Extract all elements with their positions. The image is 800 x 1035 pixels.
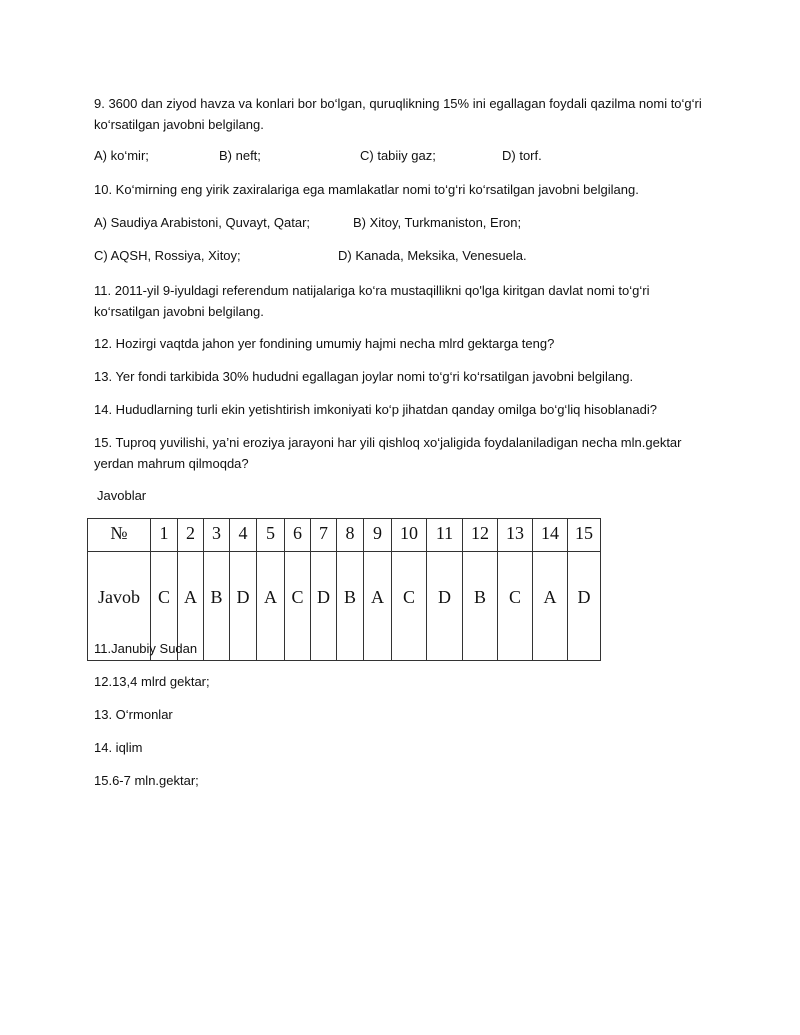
- answer-number-2: 2: [178, 519, 204, 552]
- answer-number-7: 7: [311, 519, 337, 552]
- answer-cell-8: B: [337, 552, 364, 661]
- open-answer-11: 11.Janubiy Sudan: [94, 641, 198, 656]
- open-answer-15: 15.6-7 mln.gektar;: [94, 773, 199, 788]
- answer-cell-1: C: [151, 552, 178, 661]
- answers-heading: Javoblar: [97, 488, 147, 503]
- answer-cell-2: A: [178, 552, 204, 661]
- answer-table-row-label: Javob: [88, 552, 151, 661]
- answer-cell-13: C: [498, 552, 533, 661]
- answer-number-1: 1: [151, 519, 178, 552]
- answer-number-6: 6: [285, 519, 311, 552]
- answer-cell-6: C: [285, 552, 311, 661]
- open-answer-14: 14. iqlim: [94, 740, 143, 755]
- answer-cell-4: D: [230, 552, 257, 661]
- question-14-text: 14. Hududlarning turli ekin yetishtirish imkoniyati ko‘p jihatdan qanday omilga bo‘g‘liq hisoblanadi?: [94, 402, 657, 417]
- answer-cell-15: D: [568, 552, 601, 661]
- answer-cell-5: A: [257, 552, 285, 661]
- answer-table-number-header: №: [88, 519, 151, 552]
- answer-cell-12: B: [463, 552, 498, 661]
- question-10-option-d: D) Kanada, Meksika, Venesuela.: [338, 248, 527, 263]
- question-10-option-a: A) Saudiya Arabistoni, Quvayt, Qatar;: [94, 215, 311, 230]
- answer-cell-7: D: [311, 552, 337, 661]
- answer-number-9: 9: [364, 519, 392, 552]
- question-13-text: 13. Yer fondi tarkibida 30% hududni egallagan joylar nomi to‘g‘ri ko‘rsatilgan javobni belgilang.: [94, 369, 634, 384]
- answer-cell-3: B: [204, 552, 230, 661]
- question-9-text: 9. 3600 dan ziyod havza va konlari bor bo‘lgan, quruqlikning 15% ini egallagan foydali qazilma nomi to‘g‘ri ko‘rsatilgan javobni belgilang.: [94, 96, 702, 132]
- question-10-option-b: B) Xitoy, Turkmaniston, Eron;: [353, 215, 522, 230]
- question-9-option-d: D) torf.: [502, 148, 542, 163]
- answer-number-8: 8: [337, 519, 364, 552]
- open-answer-12: 12.13,4 mlrd gektar;: [94, 674, 210, 689]
- answer-number-5: 5: [257, 519, 285, 552]
- answer-number-3: 3: [204, 519, 230, 552]
- answer-number-10: 10: [392, 519, 427, 552]
- question-9-option-c: C) tabiiy gaz;: [360, 148, 436, 163]
- answer-number-4: 4: [230, 519, 257, 552]
- question-9-options: [94, 146, 714, 166]
- question-9-option-b: B) neft;: [219, 148, 261, 163]
- answer-number-11: 11: [427, 519, 463, 552]
- question-10-options-row-2: [94, 246, 714, 266]
- answer-number-14: 14: [533, 519, 568, 552]
- question-11-text: 11. 2011-yil 9-iyuldagi referendum natijalariga ko‘ra mustaqillikni qo'lga kiritgan davlat nomi to‘g‘ri ko‘rsatilgan javobni belgilang.: [94, 283, 650, 319]
- question-9-option-a: A) ko‘mir;: [94, 148, 149, 163]
- question-10-option-c: C) AQSH, Rossiya, Xitoy;: [94, 248, 241, 263]
- answer-cell-10: C: [392, 552, 427, 661]
- answer-table-number-row: [88, 519, 601, 552]
- answer-number-15: 15: [568, 519, 601, 552]
- open-answer-13: 13. O‘rmonlar: [94, 707, 173, 722]
- answer-number-12: 12: [463, 519, 498, 552]
- question-12-text: 12. Hozirgi vaqtda jahon yer fondining umumiy hajmi necha mlrd gektarga teng?: [94, 336, 555, 351]
- answer-cell-9: A: [364, 552, 392, 661]
- answer-cell-14: A: [533, 552, 568, 661]
- answer-cell-11: D: [427, 552, 463, 661]
- question-10-text: 10. Ko‘mirning eng yirik zaxiralariga ega mamlakatlar nomi to‘g‘ri ko‘rsatilgan javobni belgilang.: [94, 182, 639, 197]
- answer-number-13: 13: [498, 519, 533, 552]
- question-15-text: 15. Tuproq yuvilishi, ya’ni eroziya jarayoni har yili qishloq xo‘jaligida foydalaniladigan necha mln.gektar yerdan mahrum qilmoqda?: [94, 435, 682, 471]
- question-10-options-row-1: [94, 213, 714, 233]
